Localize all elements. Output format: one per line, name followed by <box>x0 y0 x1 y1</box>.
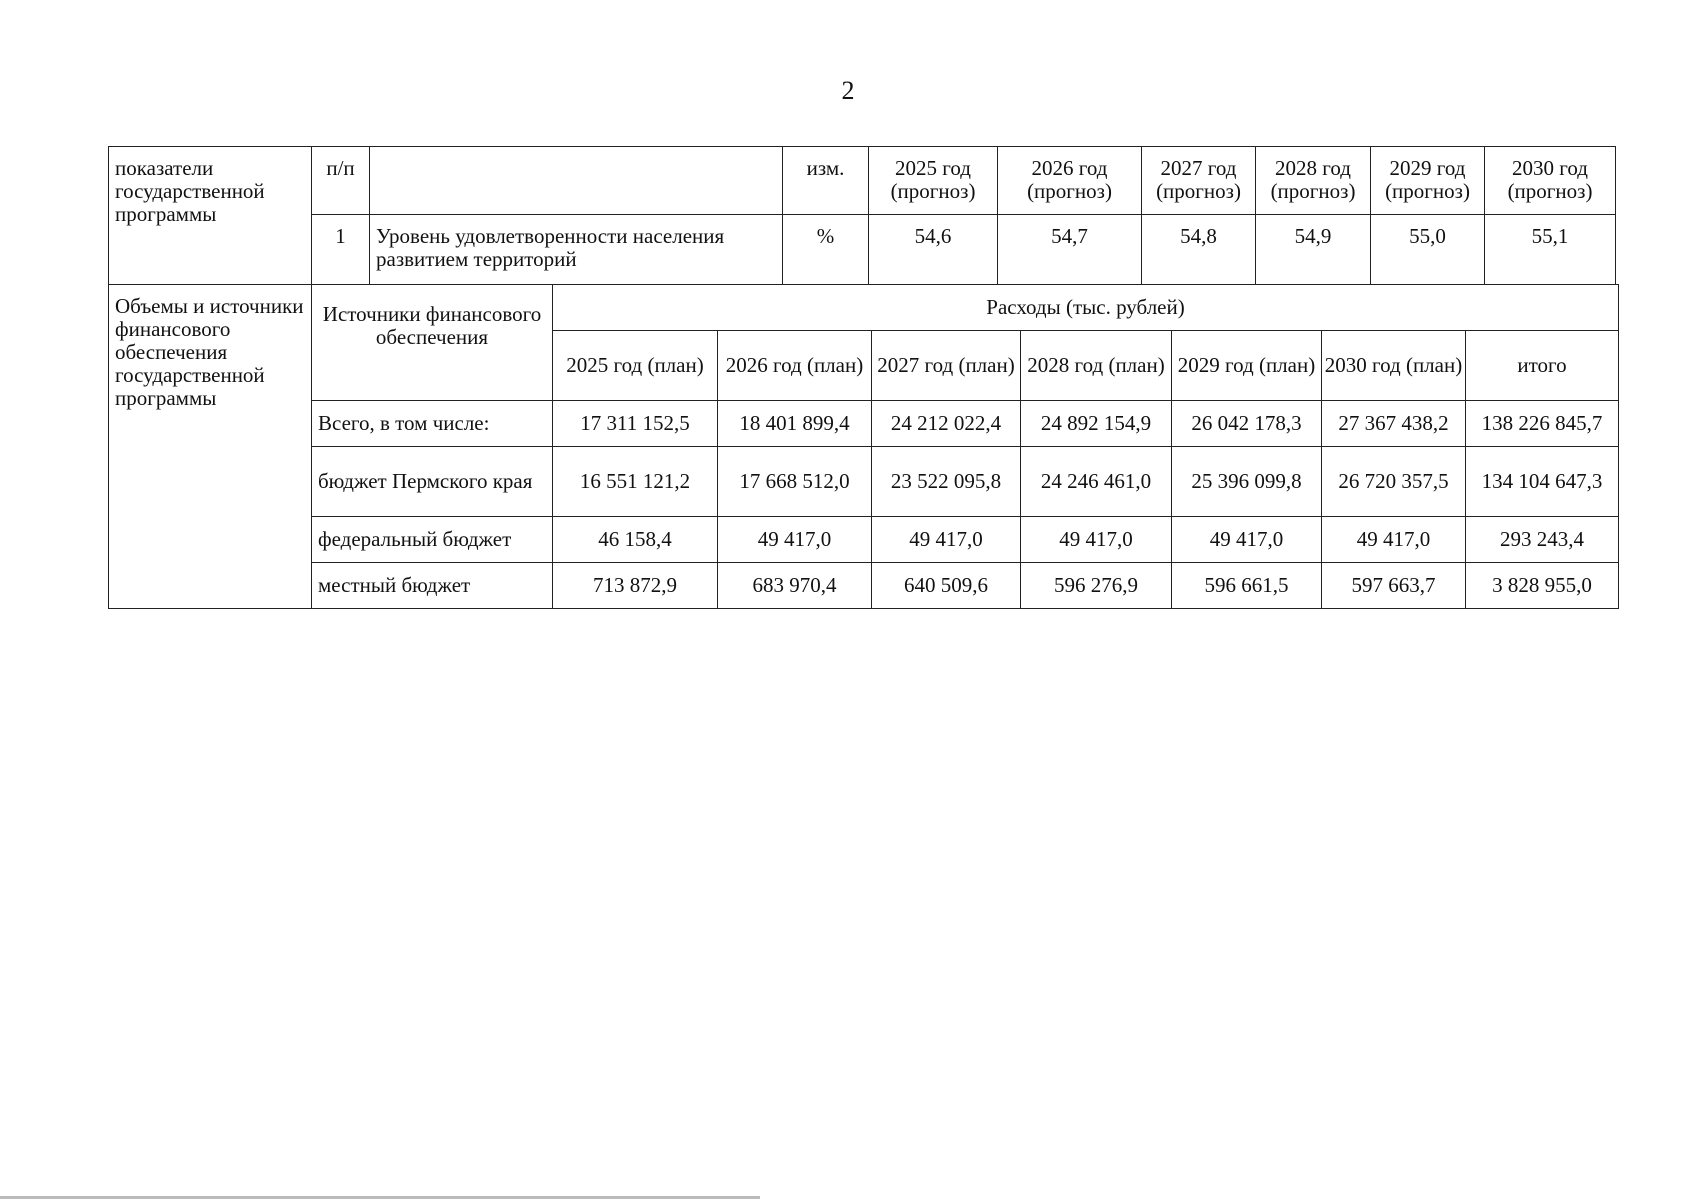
amount-cell: 49 417,0 <box>1021 517 1172 563</box>
source-name: Всего, в том числе: <box>312 401 553 447</box>
amount-cell: 23 522 095,8 <box>872 447 1021 517</box>
page-number: 2 <box>841 76 855 105</box>
value-2030: 55,1 <box>1485 215 1616 285</box>
amount-cell: 49 417,0 <box>718 517 872 563</box>
amount-cell: 24 212 022,4 <box>872 401 1021 447</box>
amount-total: 138 226 845,7 <box>1466 401 1619 447</box>
total-header: итого <box>1466 331 1619 401</box>
plan-year-2025: 2025 год (план) <box>553 331 718 401</box>
header-year-2029: 2029 год (прогноз) <box>1371 147 1485 215</box>
plan-year-2029: 2029 год (план) <box>1172 331 1322 401</box>
amount-cell: 640 509,6 <box>872 563 1021 609</box>
indicators-table <box>108 146 1616 285</box>
amount-cell: 46 158,4 <box>553 517 718 563</box>
plan-year-2030: 2030 год (план) <box>1322 331 1466 401</box>
amount-cell: 17 668 512,0 <box>718 447 872 517</box>
value-2026: 54,7 <box>998 215 1142 285</box>
amount-cell: 49 417,0 <box>1322 517 1466 563</box>
financing-section <box>108 284 1619 609</box>
amount-cell: 26 720 357,5 <box>1322 447 1466 517</box>
scan-edge <box>0 1196 760 1199</box>
amount-cell: 25 396 099,8 <box>1172 447 1322 517</box>
value-2029: 55,0 <box>1371 215 1485 285</box>
plan-year-2026: 2026 год (план) <box>718 331 872 401</box>
indicators-label: показатели государственной программы <box>109 147 312 285</box>
table-row <box>109 517 1619 563</box>
value-2025: 54,6 <box>869 215 998 285</box>
indicators-section <box>108 146 1616 285</box>
header-year-2026: 2026 год (прогноз) <box>998 147 1142 215</box>
amount-total: 134 104 647,3 <box>1466 447 1619 517</box>
sources-header: Источники финансового обеспечения <box>312 285 553 401</box>
row-unit: % <box>783 215 869 285</box>
row-name: Уровень удовлетворенности населения развитием территорий <box>370 215 783 285</box>
amount-cell: 16 551 121,2 <box>553 447 718 517</box>
table-row <box>109 447 1619 517</box>
amount-cell: 596 661,5 <box>1172 563 1322 609</box>
amount-cell: 27 367 438,2 <box>1322 401 1466 447</box>
table-row <box>109 563 1619 609</box>
amount-total: 293 243,4 <box>1466 517 1619 563</box>
source-name: бюджет Пермского края <box>312 447 553 517</box>
amount-total: 3 828 955,0 <box>1466 563 1619 609</box>
header-unit: изм. <box>783 147 869 215</box>
amount-cell: 597 663,7 <box>1322 563 1466 609</box>
table-row <box>109 401 1619 447</box>
financing-label: Объемы и источники финансового обеспечения государственной программы <box>109 285 312 609</box>
value-2028: 54,9 <box>1256 215 1371 285</box>
amount-cell: 49 417,0 <box>1172 517 1322 563</box>
financing-table <box>108 284 1619 609</box>
table-row <box>109 215 1616 285</box>
amount-cell: 17 311 152,5 <box>553 401 718 447</box>
amount-cell: 24 892 154,9 <box>1021 401 1172 447</box>
header-year-2025: 2025 год (прогноз) <box>869 147 998 215</box>
header-num: п/п <box>312 147 370 215</box>
header-year-2027: 2027 год (прогноз) <box>1142 147 1256 215</box>
amount-cell: 26 042 178,3 <box>1172 401 1322 447</box>
row-num: 1 <box>312 215 370 285</box>
plan-year-2028: 2028 год (план) <box>1021 331 1172 401</box>
source-name: местный бюджет <box>312 563 553 609</box>
value-2027: 54,8 <box>1142 215 1256 285</box>
amount-cell: 713 872,9 <box>553 563 718 609</box>
expenses-header: Расходы (тыс. рублей) <box>553 285 1619 331</box>
header-year-2028: 2028 год (прогноз) <box>1256 147 1371 215</box>
amount-cell: 683 970,4 <box>718 563 872 609</box>
amount-cell: 49 417,0 <box>872 517 1021 563</box>
header-name <box>370 147 783 215</box>
amount-cell: 18 401 899,4 <box>718 401 872 447</box>
header-year-2030: 2030 год (прогноз) <box>1485 147 1616 215</box>
amount-cell: 596 276,9 <box>1021 563 1172 609</box>
source-name: федеральный бюджет <box>312 517 553 563</box>
amount-cell: 24 246 461,0 <box>1021 447 1172 517</box>
plan-year-2027: 2027 год (план) <box>872 331 1021 401</box>
